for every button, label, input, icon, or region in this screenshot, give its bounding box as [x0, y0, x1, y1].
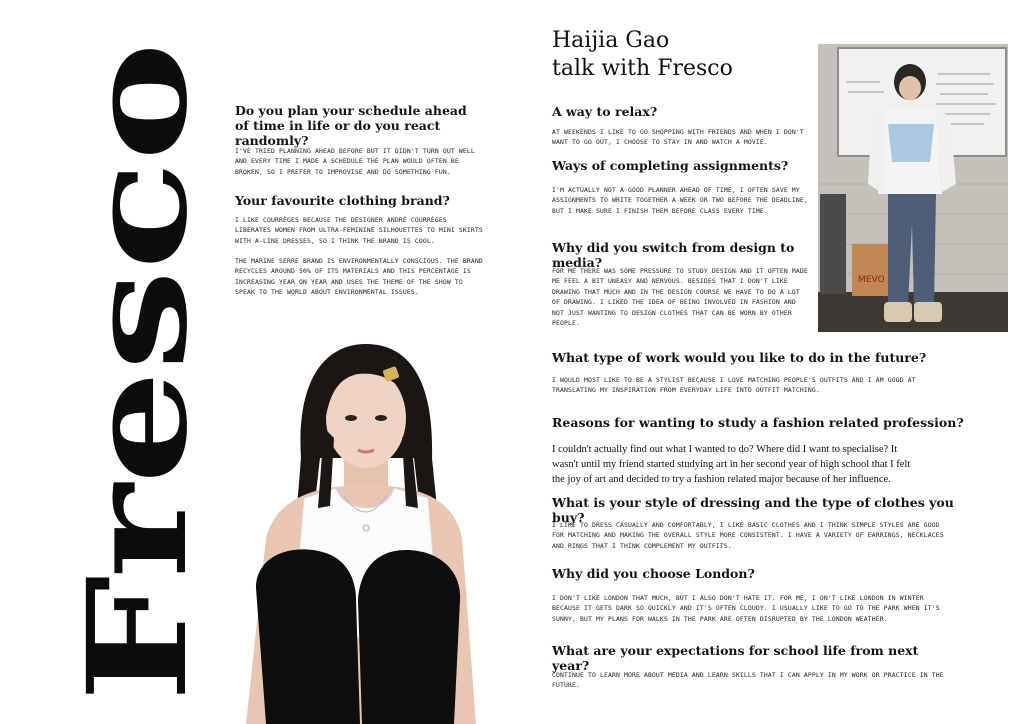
right-question-4: What type of work would you like to do in the future? — [552, 350, 927, 365]
right-question-3: Why did you switch from design to media? — [552, 240, 795, 270]
right-question-5: Reasons for wanting to study a fashion related profession? — [552, 415, 964, 430]
right-answer-5: I couldn't actually find out what I wanted to do? Where did I want to specialise? It wasn't until my friend started studying art in her second year of high school that I felt the joy of art and decided to try a fashion related major because of her influence. — [552, 444, 911, 486]
left-question-2: Your favourite clothing brand? — [235, 193, 450, 208]
magazine-title-graphic — [0, 0, 220, 724]
interview-heading — [552, 27, 733, 83]
right-question-6: What is your style of dressing and the type of clothes you buy? — [552, 495, 954, 525]
left-answer-1: I'VE TRIED PLANNING AHEAD BEFORE BUT IT DIDN'T TURN OUT WELL AND EVERY TIME I MADE A SCHEDULE THE PLAN WOULD OFTEN BE BROKEN, SO I PREFER TO IMPROVISE AND DO SOMETHING FUN. — [235, 147, 475, 176]
right-answer-7: I DON'T LIKE LONDON THAT MUCH, BUT I ALSO DON'T HATE IT. FOR ME, I ON'T LIKE LONDON IN WINTER BECAUSE IT GETS DARK SO QUICKLY AND IT'S OFTEN CLOUDY. I USUALLY LIKE TO GO TO THE PARK WHEN IT'S SUNNY, BUT MY PLANS FOR WALKS IN THE PARK ARE OFTEN DISRUPTED BY THE LONDON WEATHER. — [552, 594, 940, 623]
right-answer-6: I LIKE TO DRESS CASUALLY AND COMFORTABLY, I LIKE BASIC CLOTHES AND I THINK SIMPLE STYLES ARE GOOD FOR MATCHING AND MAKING THE OVERALL STYLE MORE CONSISTENT. I HAVE A VARIETY OF EARRINGS, NECKLACES AND RINGS THAT I THINK COMPLEMENT MY OUTFITS. — [552, 521, 944, 550]
right-answer-4: I WOULD MOST LIKE TO BE A STYLIST BECAUSE I LOVE MATCHING PEOPLE'S OUTFITS AND I AM GOOD AT TRANSLATING MY INSPIRATION FROM EVERYDAY LIFE INTO OUTFIT MATCHING. — [552, 376, 916, 395]
classroom-illustration — [818, 44, 1008, 332]
interview-heading-line2: talk with Fresco — [552, 56, 733, 81]
right-answer-2: I'M ACTUALLY NOT A GOOD PLANNER AHEAD OF TIME, I OFTEN SAVE MY ASSIGNMENTS TO WRITE TOGETHER A WEEK OR TWO BEFORE THE DEADLINE, BUT I MAKE SURE I FINISH THEM BEFORE CLASS EVERY TIME. — [552, 186, 808, 215]
magazine-title-text: Fresco — [58, 199, 218, 702]
left-answer-2b: THE MARINE SERRE BRAND IS ENVIRONMENTALLY CONSCIOUS. THE BRAND RECYCLES AROUND 50% OF ITS MATERIALS AND THIS PERCENTAGE IS INCREASING YEAR ON YEAR AND USES THE THEME OF THE SHOW TO SPEAK TO THE WORLD ABOUT ENVIRONMENTAL ISSUES. — [235, 257, 483, 297]
interview-heading-line1: Haijia Gao — [552, 28, 670, 53]
right-question-7: Why did you choose London? — [552, 566, 755, 581]
right-answer-8: CONTINUE TO LEARN MORE ABOUT MEDIA AND LEARN SKILLS THAT I CAN APPLY IN MY WORK OR PRACTICE IN THE FUTURE. — [552, 671, 944, 690]
portrait-illustration — [226, 338, 488, 724]
portrait-photo — [226, 338, 488, 724]
classroom-photo — [818, 44, 1008, 332]
left-question-1: Do you plan your schedule ahead of time in life or do you react randomly? — [235, 103, 467, 148]
right-question-2: Ways of completing assignments? — [552, 158, 789, 173]
left-answer-2a: I LIKE COURRÈGES BECAUSE THE DESIGNER ANDRÉ COURRÈGES LIBERATES WOMEN FROM ULTRA-FEMININE SILHOUETTES TO MINI SKIRTS WITH A-LINE DRESSES, SO I THINK THE BRAND IS COOL. — [235, 216, 483, 245]
right-answer-3: FOR ME THERE WAS SOME PRESSURE TO STUDY DESIGN AND IT OFTEN MADE ME FEEL A BIT UNEASY AND NERVOUS. BESIDES THAT I DON'T LIKE DRAWING THAT MUCH AND IN THE DESIGN COURSE WE HAVE TO DO A LOT OF DRAWING. I LIKED THE IDEA OF BEING INVOLVED IN FASHION AND NOT JUST WANTING TO DESIGN CLOTHES THAT CAN BE WORN BY OTHER PEOPLE. — [552, 267, 808, 327]
right-question-1: A way to relax? — [552, 104, 658, 119]
right-question-8: What are your expectations for school life from next year? — [552, 643, 919, 673]
box-label: MEVO — [858, 275, 885, 285]
magazine-title-vertical — [0, 0, 220, 724]
right-answer-1: AT WEEKENDS I LIKE TO GO SHOPPING WITH FRIENDS AND WHEN I DON'T WANT TO GO OUT, I CHOOSE TO STAY IN AND WATCH A MOVIE. — [552, 128, 804, 147]
